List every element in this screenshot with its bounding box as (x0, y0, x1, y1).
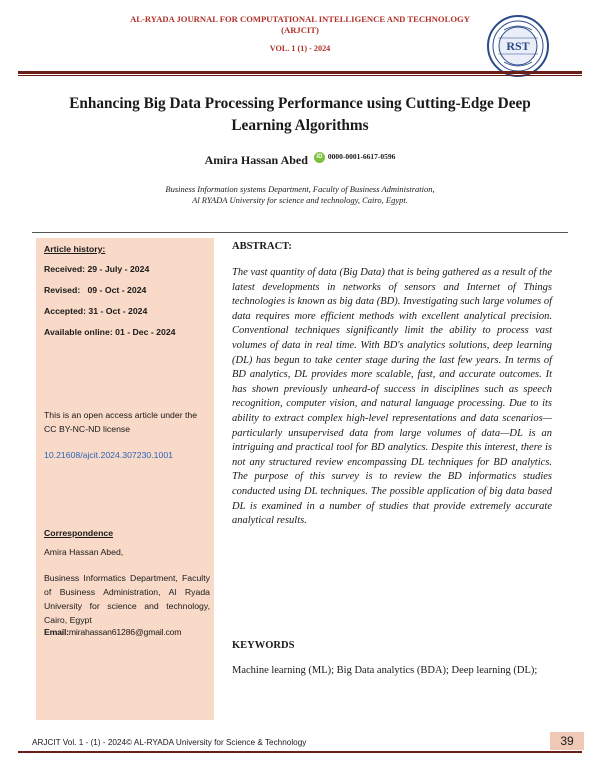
header-divider-thin (18, 75, 582, 76)
keywords-heading: KEYWORDS (232, 640, 295, 651)
logo-text: RST (506, 39, 530, 53)
article-info-sidebar (36, 238, 214, 720)
footer-divider (18, 751, 582, 753)
correspondence-name: Amira Hassan Abed, (44, 547, 124, 557)
abstract-body: The vast quantity of data (Big Data) that is being gathered as a result of the latest developments in networks of sensors and Internet of Things technologies is known as big data (BD). Investigating such large volumes of data requires more efficient methods with excellent analytical precision. Conventional techniques significantly limit the ability to process vast volumes of data in real time. With BD's analytics solutions, deep learning (DL) has begun to take center stage during the last few years. In terms of BD analytics, DL provides more scalable, fast, and accurate outcomes. It has shown previously unheard-of success in disciplines such as speech recognition, computer vision, and natural language processing. Due to its ability to extract complex high-level representations and data scenarios—particularly unsupervised data from large volumes of data—DL is an intriguing and practical tool for BD analytics. Despite this interest, there is not any structured review encompassing DL techniques for BD analytics. The purpose of this survey is to review the BD informatics studies conducted using DL techniques. The possible application of big data based DL is examined in a number of studies that provide extremely accurate analytical results. (232, 267, 552, 527)
correspondence-heading: Correspondence (44, 528, 114, 538)
page-number: 39 (550, 732, 584, 750)
doi-link[interactable]: 10.21608/ajcit.2024.307230.1001 (44, 450, 173, 460)
journal-abbreviation: (ARJCIT) (281, 25, 319, 35)
section-divider (32, 232, 568, 233)
affiliation-line: Al RYADA University for science and technology, Cairo, Egypt. (192, 195, 408, 205)
paper-title: Enhancing Big Data Processing Performance using Cutting-Edge Deep Learning Algorithms (69, 95, 531, 134)
abstract-heading: ABSTRACT: (232, 241, 292, 252)
journal-volume: VOL. 1 (1) - 2024 (269, 44, 331, 53)
available-online-date: Available online: 01 - Dec - 2024 (44, 327, 176, 337)
author-affiliation (80, 184, 520, 206)
email-address[interactable]: mirahassan61286@gmail.com (68, 627, 182, 637)
university-logo-icon (486, 14, 550, 78)
author-name: Amira Hassan Abed (204, 153, 308, 167)
revised-date: Revised: 09 - Oct - 2024 (44, 285, 147, 295)
license-text: This is an open access article under the CC BY-NC-ND license (44, 410, 198, 434)
correspondence-email (44, 625, 210, 639)
keywords-body: Machine learning (ML); Big Data analytics (BDA); Deep learning (DL); (232, 665, 538, 676)
accepted-date: Accepted: 31 - Oct - 2024 (44, 306, 148, 316)
header-divider (18, 71, 582, 74)
article-history-heading: Article history: (44, 244, 106, 254)
footer-citation: ARJCIT Vol. 1 - (1) - 2024© AL-RYADA University for Science & Technology (32, 738, 307, 747)
orcid-icon[interactable]: iD (314, 152, 325, 163)
email-label: Email: (44, 627, 69, 637)
correspondence-address: Business Informatics Department, Faculty of Business Administration, Al Ryada University for science and technology, Cairo, Egypt (44, 573, 210, 625)
journal-title: AL-RYADA JOURNAL FOR COMPUTATIONAL INTELLIGENCE AND TECHNOLOGY (130, 14, 470, 24)
received-date: Received: 29 - July - 2024 (44, 264, 150, 274)
affiliation-line: Business Information systems Department, Faculty of Business Administration, (165, 184, 435, 194)
author-row (0, 153, 600, 168)
orcid-id[interactable]: 0000-0001-6617-0596 (327, 152, 396, 161)
